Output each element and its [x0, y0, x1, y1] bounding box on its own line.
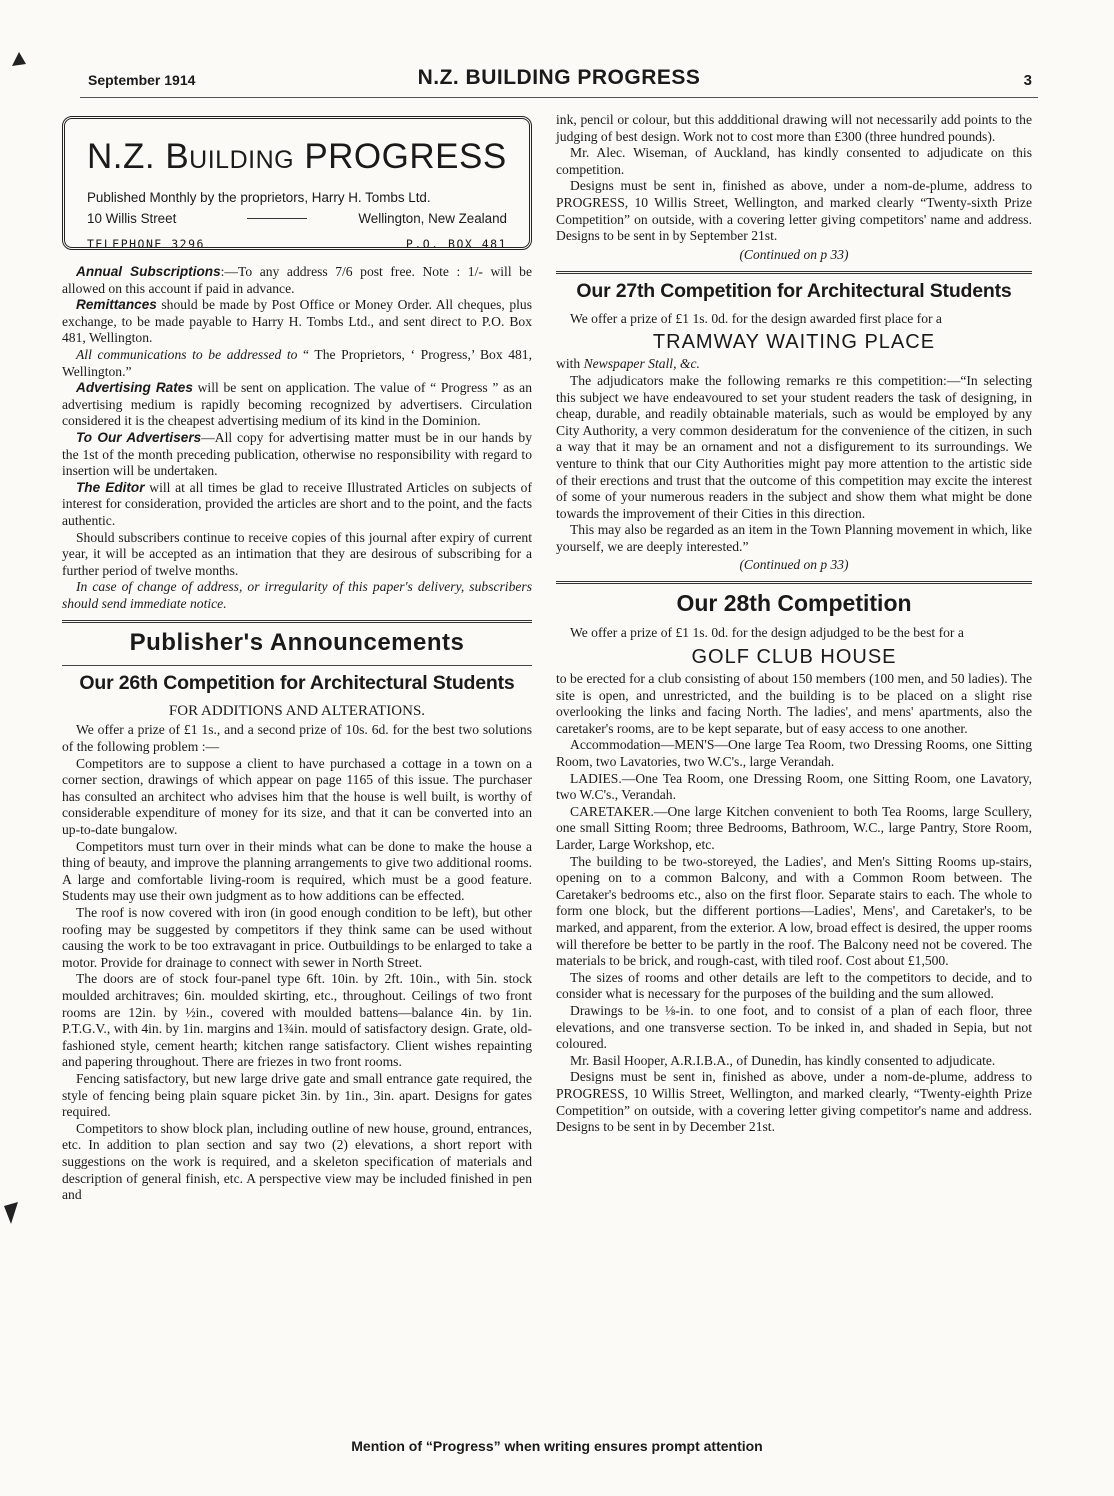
info-lead: Advertising Rates — [76, 380, 193, 396]
paragraph: Mr. Alec. Wiseman, of Auckland, has kindly consented to adjudicate on this competition. — [556, 145, 1032, 177]
info-lead: The Editor — [76, 479, 145, 495]
masthead-box — [62, 116, 532, 250]
comp27-intro: We offer a prize of £1 1s. 0d. for the design awarded first place for a — [570, 310, 942, 326]
paragraph: Competitors to show block plan, including outline of new house, ground, entrances, etc. In addition to plan section and say two (2) elevations, a short report with suggestions on the work is required, and a skeleton specification of materials and description of general finish, etc. A perspective view may be included finished in pen and — [62, 1120, 532, 1203]
info-text: Should subscribers continue to receive copies of this journal after expiry of current year, it will be accepted as an intimation that they are desirous of subscribing for a further period of twelve months. — [62, 529, 532, 578]
masthead-name-progress: PROGRESS — [304, 137, 507, 176]
section-rule — [62, 620, 532, 623]
journal-title: N.Z. BUILDING PROGRESS — [417, 66, 701, 89]
comp27-heading: Our 27th Competition for Architectural Students — [576, 279, 1012, 302]
paragraph: LADIES.—One Tea Room, one Dressing Room, one Sitting Room, one Lavatory, two W.C's., Verandah. — [556, 770, 1032, 803]
paragraph: ink, pencil or colour, but this addditional drawing will not necessarily add points to the judging of best design. Work not to cost more than £300 (three hundred pounds). — [556, 112, 1032, 144]
info-text: will at all times be glad to receive Illustrated Articles on subjects of interest for consideration, provided the articles are short and to the point, and the facts authentic. — [62, 479, 532, 528]
paragraph: This may also be regarded as an item in the Town Planning movement in which, like yourself, we are deeply interested.” — [556, 522, 1032, 554]
masthead-published: Published Monthly by the proprietors, Harry H. Tombs Ltd. — [87, 190, 431, 205]
masthead-name: N.Z. Building PROGRESS — [87, 137, 507, 176]
paragraph: The building to be two-storeyed, the Ladies', and Men's Sitting Rooms up-stairs, opening on to a common Balcony, and with a Common Room between. The Caretaker's bedrooms etc., also on the first floor. Separate stairs to each. The whole to form one block, but the different portions—Ladies', Mens', and Caretaker's, to be marked, and apparent, from the exterior. A low, broad effect is desired, the upper rooms will therefore be better to be partly in the roof. The Balcony need not be covered. The materials to be brick, and rough-cast, with tiled roof. Cost about £1,500. — [556, 853, 1032, 969]
info-paragraph — [62, 380, 532, 430]
paragraph: Competitors must turn over in their minds what can be done to make the house a thing of beauty, and improve the planning arrangements to give two additional rooms. A large and comfortable living-room is required, which must be a good feature. Students may use their own judgment as to how additions can be effected. — [62, 838, 532, 904]
info-paragraph — [62, 297, 532, 347]
info-lead: Remittances — [76, 297, 157, 313]
info-paragraph — [62, 430, 532, 480]
section-rule — [556, 271, 1032, 274]
info-italic: In case of change of address, or irregularity of this paper's delivery, subscribers should send immediate notice. — [62, 579, 532, 611]
masthead-telephone: TELEPHONE 3296 — [87, 237, 205, 251]
comp26-body — [62, 722, 532, 1203]
info-text: should be made by Post Office or Money Order. All cheques, plus exchange, to be made payable to Harry H. Tombs Ltd., and sent direct to P.O. Box 481, Wellington. — [62, 297, 532, 346]
info-text: “ The Proprietors, ‘ Progress,’ Box 481, Wellington.” — [62, 346, 532, 379]
paragraph: The adjudicators make the following remarks re this competition:—“In selecting this subject we have endeavoured to set your student readers the task of designing, in cheap, durable, and readily obtainable materials, such as would be employed by any City Authority, a very common desideratum for the convenience of the citizen, in such a way that it may be an ornament and not a disfigurement to its surroundings. We venture to think that our City Authorities might pay more attention to the artistic side of their erections and trust that the outcome of this competition may excite the interest of some of your numerous readers in the subject and show them what might be done towards the improvement of their Cities in this direction. — [556, 372, 1032, 521]
page-header — [80, 62, 1038, 96]
paragraph: CARETAKER.—One large Kitchen convenient to both Tea Rooms, large Scullery, one small Sitting Room; three Bedrooms, Bathroom, W.C., large Pantry, Store Room, Larder, Large Workshop, etc. — [556, 803, 1032, 852]
paragraph: Fencing satisfactory, but new large drive gate and small entrance gate required, the style of fencing being plain square picket 3in. by 1in., 3in. apart. Designs for gates required. — [62, 1070, 532, 1120]
paragraph: Accommodation—MEN'S—One large Tea Room, two Dressing Rooms, one Sitting Room, two Lavatories, two W.C's., large Verandah. — [556, 737, 1032, 770]
comp27-with: with Newspaper Stall, &c. — [556, 356, 700, 372]
paragraph: The sizes of rooms and other details are left to the competitors to decide, and to consider what is necessary for the purposes of the building and the sum allowed. — [556, 969, 1032, 1002]
masthead-dash — [247, 218, 307, 219]
paragraph: Competitors are to suppose a client to have purchased a cottage in a town on a corner section, drawings of which appear on page 1165 of this issue. The purchaser has consulted an architect who advises him that the house is well built, is worthy of considerable expenditure of money for its size, and that it can be converted into an up-to-date bungalow. — [62, 755, 532, 838]
right-column — [556, 112, 1032, 1136]
issue-date: September 1914 — [88, 72, 196, 88]
info-italic: All communications to be addressed to — [76, 346, 298, 362]
header-rule — [80, 97, 1038, 98]
info-paragraph — [62, 264, 532, 297]
left-column — [62, 116, 532, 1204]
comp28-title: GOLF CLUB HOUSE — [691, 646, 897, 669]
comp28-body — [556, 671, 1032, 1136]
paragraph: Drawings to be ⅛-in. to one foot, and to consist of a plan of each floor, three elevations, and one transverse section. To be inked in, and shaded in Sepia, but not coloured. — [556, 1002, 1032, 1052]
comp26-heading: Our 26th Competition for Architectural Students — [79, 672, 515, 695]
paragraph: Mr. Basil Hooper, A.R.I.B.A., of Dunedin, has kindly consented to adjudicate. — [570, 1052, 996, 1068]
info-text: —All copy for advertising matter must be in our hands by the 1st of the month preceding publication, otherwise no responsibility with regard to insertion will be undertaken. — [62, 429, 532, 479]
comp26-continuation — [556, 112, 1032, 245]
paragraph: The roof is now covered with iron (in good enough condition to be left), but other roofing may be suggested by competitors if they think same can be used without causing the work to be too extravagant in price. Outbuildings to be enlarged to take a motor. Provide for drainage to connect with sewer in North Street. — [62, 905, 532, 970]
paragraph: Designs must be sent in, finished as above, under a nom-de-plume, address to PROGRESS, 10 Willis Street, Wellington, and marked clearly “Twenty-sixth Prize Competition” on outside, with a covering letter giving competitors' name and address. Designs to be sent in by September 21st. — [556, 178, 1032, 244]
info-lead: To Our Advertisers — [76, 429, 202, 445]
paragraph: We offer a prize of £1 1s., and a second prize of 10s. 6d. for the best two solutions of the following problem :— — [62, 722, 532, 755]
info-text: :—To any address 7/6 post free. Note : 1/- will be allowed on this account if paid in advance. — [62, 264, 532, 296]
paragraph: Designs must be sent in, finished as above, under a nom-de-plume, address to PROGRESS, 10 Willis Street, Wellington, and marked clearly, “Twenty-eighth Prize Competition” on outside, with a covering letter giving competitor's name and address. Designs to be sent in by December 21st. — [556, 1069, 1032, 1135]
comp26-subheading: FOR ADDITIONS AND ALTERATIONS. — [168, 703, 426, 720]
masthead-contact — [87, 237, 507, 251]
page-number: 3 — [1023, 72, 1032, 89]
comp26-continued-note: (Continued on p 33) — [739, 246, 849, 262]
info-lead: Annual Subscriptions — [76, 264, 221, 279]
section-rule — [556, 581, 1032, 584]
masthead-box: P.O. BOX 481 — [405, 237, 507, 251]
comp28-heading: Our 28th Competition — [676, 590, 912, 617]
masthead-city: Wellington, New Zealand — [358, 211, 507, 226]
masthead-address — [87, 208, 507, 229]
corner-ornament-icon — [10, 50, 28, 68]
comp27-body — [556, 373, 1032, 556]
comp27-continued-note: (Continued on p 33) — [739, 557, 849, 573]
info-paragraph — [62, 347, 532, 380]
margin-ornament-icon — [2, 1200, 20, 1226]
section-rule — [62, 665, 532, 666]
info-paragraph — [62, 530, 532, 580]
info-text: will be sent on application. The value of “ Progress ” as an advertising medium is rapidly becoming recognized by advertisers. Circulation considered it is the cheapest advertising medium of its kind in the Dominion. — [62, 380, 532, 429]
page-footer: Mention of “Progress” when writing ensures prompt attention — [351, 1438, 763, 1454]
publishers-heading: Publisher's Announcements — [129, 629, 465, 657]
comp27-title: TRAMWAY WAITING PLACE — [652, 331, 936, 354]
comp28-intro: We offer a prize of £1 1s. 0d. for the design adjudged to be the best for a — [570, 625, 964, 641]
paragraph: to be erected for a club consisting of about 150 members (100 men, and 50 ladies). The site is open, and unrestricted, and the building is to be placed on a slight rise overlooking the links and facing North. The ladies', and mens' apartments, also the caretaker's rooms, are to be kept separate, but of easy access to one another. — [556, 671, 1032, 736]
masthead-street: 10 Willis Street — [87, 211, 177, 226]
paragraph: The doors are of stock four-panel type 6ft. 10in. by 2ft. 10in., with 5in. stock moulded architraves; 6in. moulded skirting, etc., throughout. Ceilings of two front rooms are 12in. by ½in., covered with moulded battens—balance 4in. by 1in. P.T.G.V., with 4in. by 1in. margins and 1¾in. mould of satisfactory design. Grate, old-fashioned style, cement hearth; kitchen range satisfactory. Client wishes repainting and papering throughout. There are friezes in two front rooms. — [62, 971, 532, 1070]
subscription-info — [62, 264, 532, 612]
masthead-name-building: Building — [165, 137, 295, 176]
info-paragraph — [62, 480, 532, 530]
info-paragraph — [62, 579, 532, 612]
